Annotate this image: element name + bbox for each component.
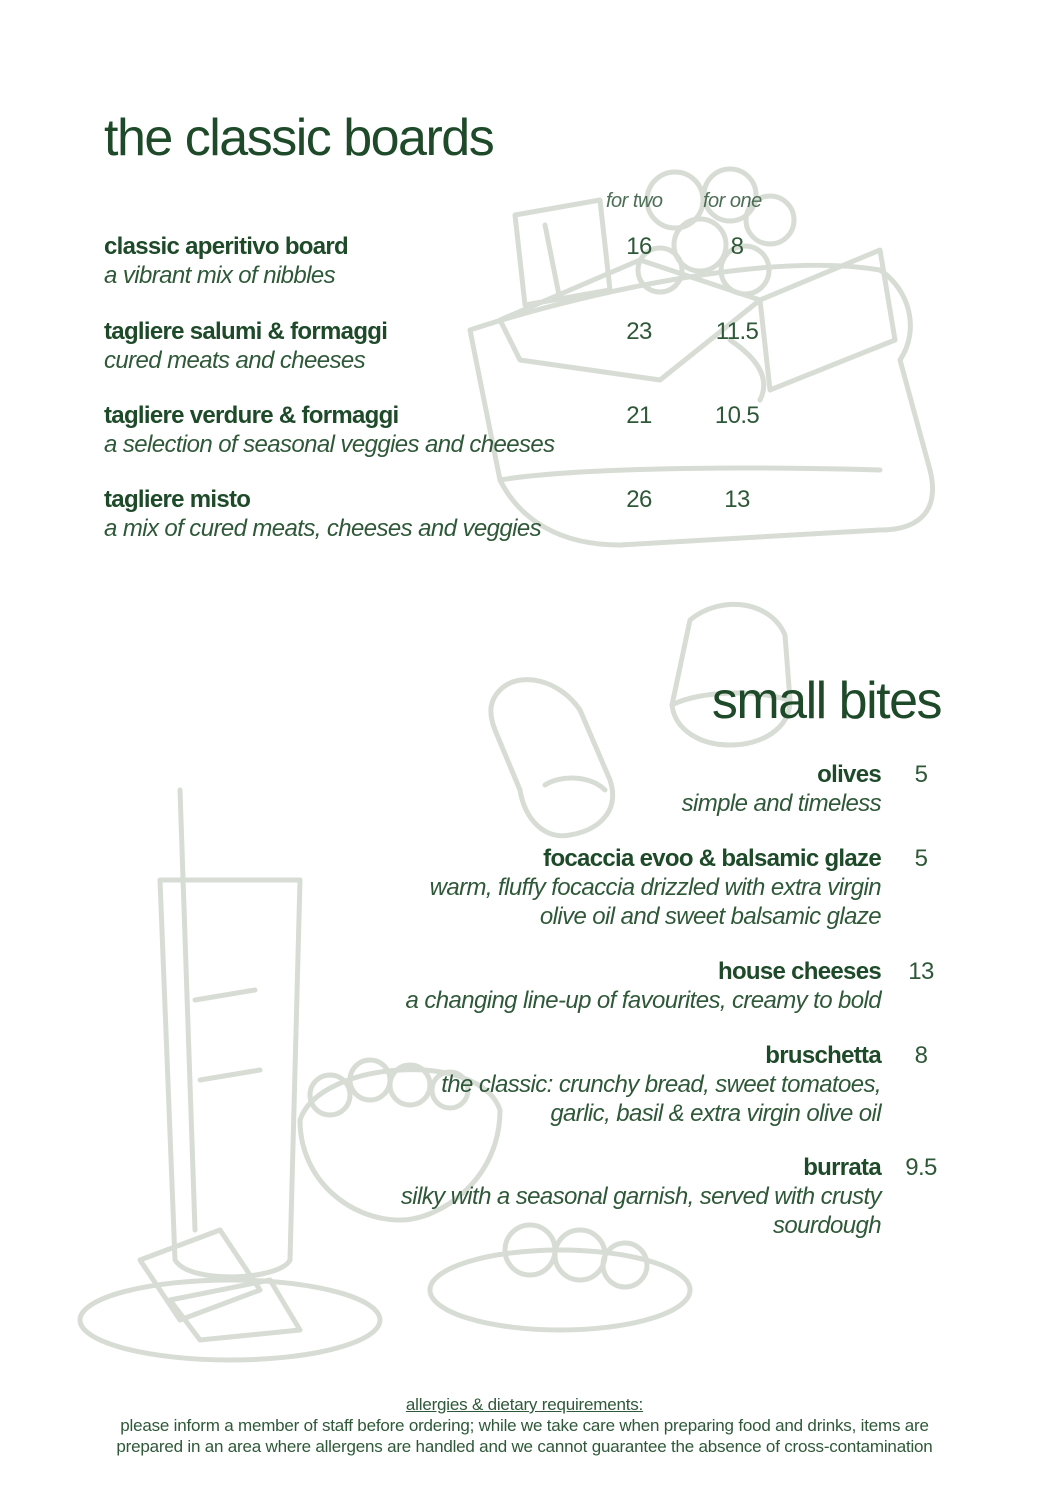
bite-item-price: 5 xyxy=(914,845,928,872)
board-item-name: tagliere verdure & formaggi xyxy=(104,402,399,429)
bite-item xyxy=(281,1153,937,1240)
board-item-price-two: 21 xyxy=(626,402,652,429)
bite-item-description: sourdough xyxy=(772,1212,881,1239)
bite-item-price: 9.5 xyxy=(905,1154,937,1181)
bite-item-description: the classic: crunchy bread, sweet tomatoes, xyxy=(441,1071,881,1098)
board-item-name: classic aperitivo board xyxy=(104,233,349,260)
board-item xyxy=(104,401,824,459)
bite-item-price: 8 xyxy=(914,1042,928,1069)
board-item-price-one: 11.5 xyxy=(715,318,759,345)
board-item-price-one: 10.5 xyxy=(714,402,760,429)
board-item-description: a vibrant mix of nibbles xyxy=(104,262,336,289)
drink-glass-sketch xyxy=(160,790,300,1277)
bite-item-description: a changing line-up of favourites, creamy to bold xyxy=(405,987,881,1014)
board-item xyxy=(104,317,824,375)
bite-item xyxy=(281,1041,928,1128)
board-item-price-one: 8 xyxy=(730,233,744,260)
bite-item xyxy=(281,957,934,1015)
bite-item-description: olive oil and sweet balsamic glaze xyxy=(539,903,881,930)
allergy-text-line: please inform a member of staff before ordering; while we take care when preparing food and drinks, items are xyxy=(120,1416,929,1435)
board-item-description: a selection of seasonal veggies and cheeses xyxy=(104,431,555,458)
allergy-text-line: prepared in an area where allergens are handled and we cannot guarantee the absence of cross-contamination xyxy=(116,1437,933,1456)
bite-item-name: focaccia evoo & balsamic glaze xyxy=(543,845,881,872)
board-item-price-one: 13 xyxy=(724,486,750,513)
boards-section-title: the classic boards xyxy=(104,109,494,167)
board-item xyxy=(104,485,824,543)
board-item-description: a mix of cured meats, cheeses and veggies xyxy=(104,515,541,542)
board-item-name: tagliere salumi & formaggi xyxy=(104,318,388,345)
allergy-heading: allergies & dietary requirements: xyxy=(405,1395,644,1414)
board-item-description: cured meats and cheeses xyxy=(104,347,366,374)
board-item-price-two: 26 xyxy=(626,486,652,513)
bite-item xyxy=(281,760,928,818)
bite-item-price: 13 xyxy=(908,958,934,985)
allergy-notice xyxy=(0,1394,1049,1457)
board-item-price-two: 23 xyxy=(626,318,652,345)
bite-item-price: 5 xyxy=(914,761,928,788)
bite-item-description: silky with a seasonal garnish, served with crusty xyxy=(400,1183,881,1210)
bite-item-name: house cheeses xyxy=(718,958,881,985)
column-header-for-one: for one xyxy=(703,190,762,212)
bite-item-description: warm, fluffy focaccia drizzled with extra virgin xyxy=(429,874,881,901)
bite-item-description: garlic, basil & extra virgin olive oil xyxy=(550,1100,881,1127)
column-header-for-two: for two xyxy=(606,190,663,212)
board-item xyxy=(104,232,824,290)
bite-item-name: bruschetta xyxy=(765,1042,881,1069)
board-item-price-two: 16 xyxy=(626,233,652,260)
bites-section-title: small bites xyxy=(711,672,941,730)
plates-sketch xyxy=(80,1225,690,1360)
bite-item xyxy=(281,844,928,931)
bite-item-name: olives xyxy=(817,761,881,788)
board-item-name: tagliere misto xyxy=(104,486,251,513)
bite-item-description: simple and timeless xyxy=(681,790,881,817)
bite-item-name: burrata xyxy=(803,1154,881,1181)
